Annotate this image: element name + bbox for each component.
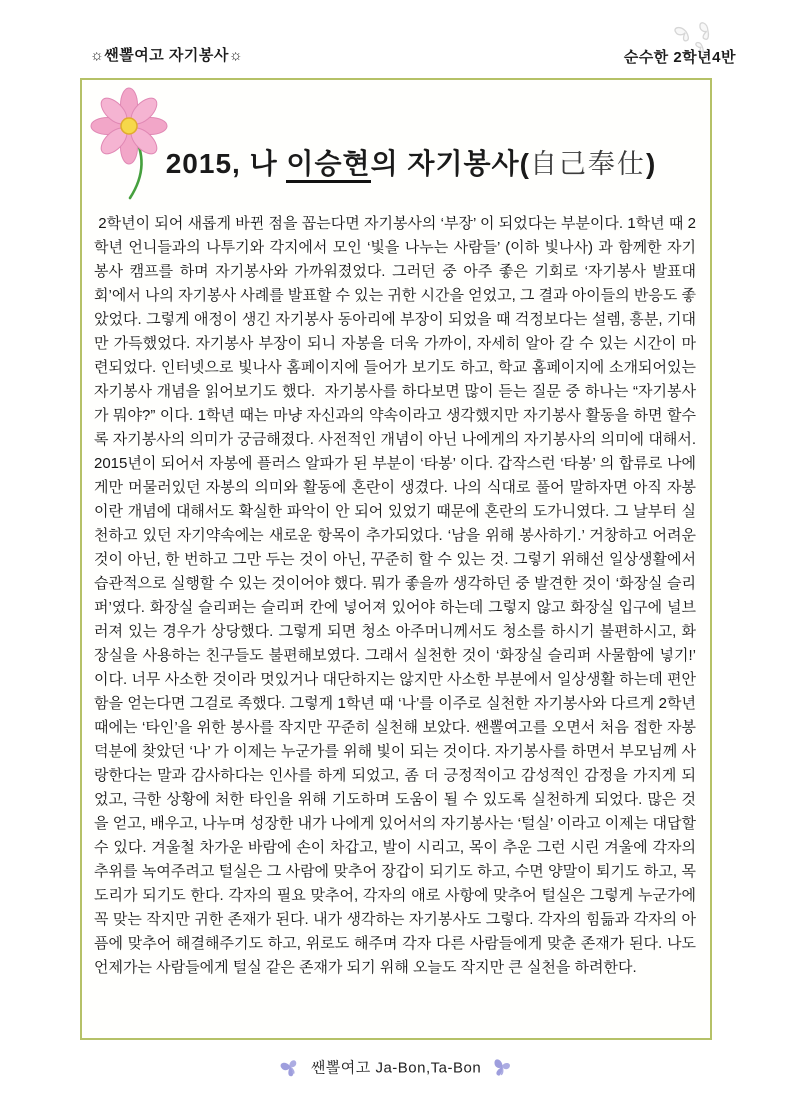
butterfly-icon: [279, 1056, 301, 1078]
title-author-name: 이승현: [286, 148, 370, 183]
title-part2: 의 자기봉사(: [370, 148, 530, 179]
flower-center: [121, 118, 137, 134]
article-body: 2학년이 되어 새롭게 바뀐 점을 꼽는다면 자기봉사의 ‘부장’ 이 되었다는 부분이다. 1학년 때 2학년 언니들과의 나투기와 각지에서 모인 ‘빛을 나누는 사람들’ (이하 빛나사) 과 함께한 자기봉사 캠프를 하며 자기봉사와 가까워졌었다. 그러던 중 아주 좋은 기회로 ‘자기봉사 발표대회’에서 나의 자기봉사 사례를 발표할 수 있는 귀한 시간을 얻었고, 그 결과 아이들의 반응도 좋았었다. 그렇게 애정이 생긴 자기봉사 동아리에 부장이 되었을 때 걱정보다는 설렘, 흥분, 기대만 가득했었다. 자기봉사 부장이 되니 자봉을 더욱 가까이, 자세히 알아 갈 수 있는 시간이 마련되었다. 인터넷으로 빛나사 홈페이지에 들어가 보기도 하고, 학교 홈페이지에 소개되어있는 자기봉사 개념을 읽어보기도 했다. 자기봉사를 하다보면 많이 듣는 질문 중 하나는 “자기봉사가 뭐야?” 이다. 1학년 때는 마냥 자신과의 약속이라고 생각했지만 자기봉사 활동을 하면 할수록 자기봉사의 의미가 궁금해졌다. 사전적인 개념이 아닌 나에게의 자기봉사의 의미에 대해서. 2015년이 되어서 자봉에 플러스 알파가 된 부분이 ‘타봉’ 이다. 갑작스런 ‘타봉’ 의 합류로 나에게만 머물러있던 자봉의 의미와 활동에 혼란이 생겼다. 나의 식대로 풀어 말하자면 아직 자봉이란 개념에 대해서도 확실한 파악이 안 되어 있었기 때문에 혼란의 도가니였다. 그 날부터 실천하고 있던 자기약속에는 새로운 항목이 추가되었다. ‘남을 위해 봉사하기.’ 거창하고 어려운 것이 아닌, 한 번하고 그만 두는 것이 아닌, 꾸준히 할 수 있는 것. 그렇기 위해선 일상생활에서 습관적으로 실행할 수 있는 것이어야 했다. 뭐가 좋을까 생각하던 중 발견한 것이 ‘화장실 슬리퍼’였다. 화장실 슬리퍼는 슬리퍼 칸에 넣어져 있어야 하는데 그렇지 않고 화장실 입구에 널브러져 있는 경우가 상당했다. 그렇게 되면 청소 아주머니께서도 청소를 하시기 불편하시고, 화장실을 사용하는 친구들도 불편해보였다. 그래서 실천한 것이 ‘화장실 슬리퍼 사물함에 넣기!’ 이다. 너무 사소한 것이라 멋있거나 대단하지는 않지만 사소한 부분에서 일상생활 하는데 편안함을 얻는다면 그걸로 족했다. 그렇게 1학년 때 ‘나’를 이주로 실천한 자기봉사와 다르게 2학년때에는 ‘타인’을 위한 봉사를 작지만 꾸준히 실천해 보았다. 쌘뽈여고를 오면서 처음 접한 자봉 덕분에 찾았던 ‘나’ 가 이제는 누군가를 위해 빛이 되는 것이다. 자기봉사를 하면서 부모님께 사랑한다는 말과 감사하다는 인사를 하게 되었고, 좀 더 긍정적이고 감성적인 감정을 가지게 되었고, 극한 상황에 처한 타인을 위해 기도하며 도움이 될 수 있도록 실천하게 되었다. 많은 것을 얻고, 배우고, 나누며 성장한 내가 나에게 있어서의 자기봉사는 ‘털실’ 이라고 이제는 대답할 수 있다. 겨울철 차가운 바람에 손이 차갑고, 발이 시리고, 목이 추운 그런 시린 겨울에 각자의 추위를 녹여주려고 털실은 그 사람에 맞추어 장갑이 되기도 하고, 수면 양말이 퇴기도 하고, 목도리가 되기도 한다. 각자의 필요 맞추어, 각자의 애로 사항에 맞추어 털실은 그렇게 누군가에 꼭 맞는 작지만 귀한 존재가 된다. 내가 생각하는 자기봉사도 그렇다. 각자의 힘듦과 각자의 아픔에 맞추어 해결해주기도 하고, 위로도 해주며 각자 다른 사람들에게 맞춘 존재가 된다. 나도 언제가는 사람들에게 털실 같은 존재가 되기 위해 오늘도 작지만 큰 실천을 하려한다.: [94, 215, 701, 976]
butterfly-icon: [491, 1056, 513, 1078]
header-school-title: ☼쌘뽈여고 자기봉사☼: [90, 47, 244, 64]
page-header: [0, 44, 792, 68]
article-box: [80, 78, 712, 1040]
page-footer: [0, 1056, 792, 1078]
title-part1: 2015, 나: [165, 148, 287, 179]
header-class-label: 순수한 2학년4반: [623, 49, 736, 66]
title-hanja: 自己奉仕: [529, 149, 646, 179]
footer-label: 쌘뽈여고 Ja-Bon,Ta-Bon: [310, 1059, 482, 1077]
title-part3: ): [645, 148, 657, 179]
article-title: [132, 142, 690, 182]
